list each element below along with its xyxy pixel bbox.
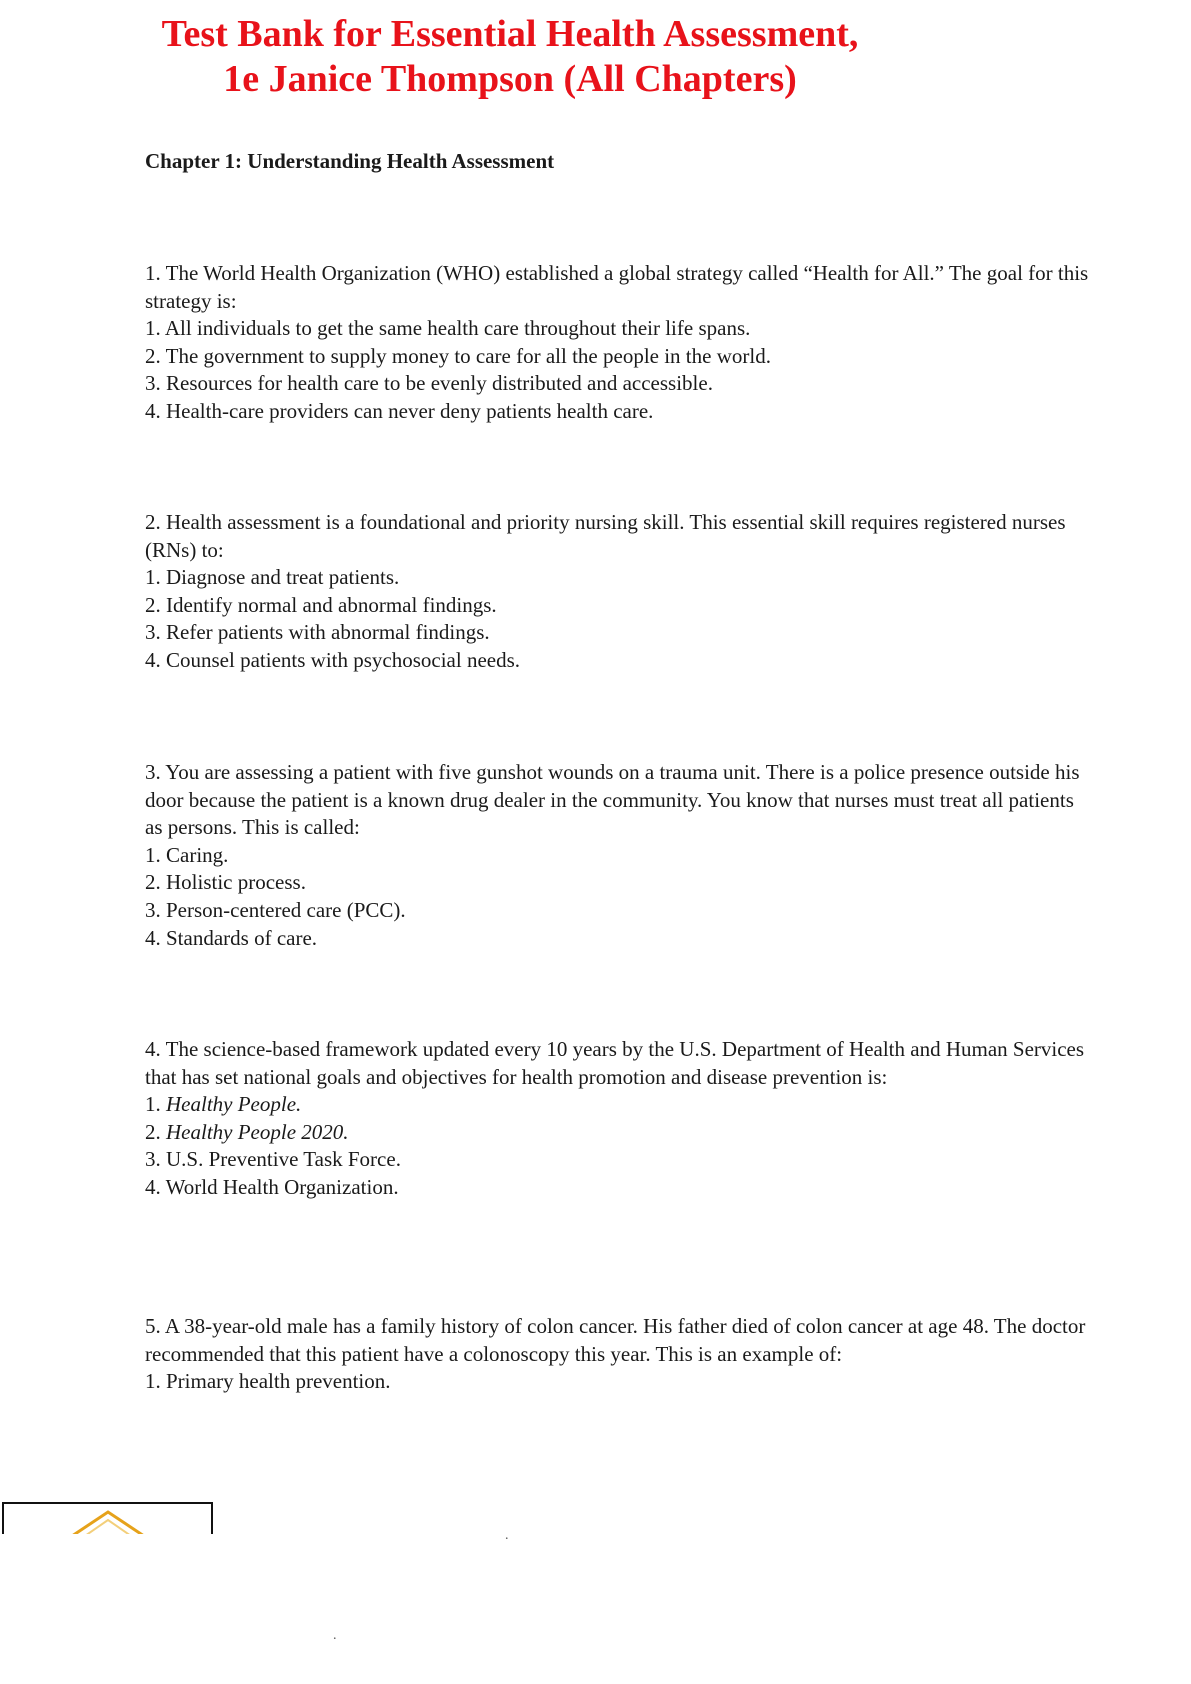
answer-option: 1. Healthy People.: [145, 1092, 302, 1117]
question-5: [145, 1313, 1090, 1396]
answer-option: 2. The government to supply money to care for all the people in the world.: [145, 343, 771, 368]
question-3: [145, 759, 1090, 952]
footer-dot: .: [505, 1528, 509, 1543]
question-1: [145, 260, 1090, 426]
answer-option: 3. U.S. Preventive Task Force.: [145, 1147, 401, 1172]
footer-dot: .: [333, 1628, 337, 1643]
answer-option: 1. Primary health prevention.: [145, 1369, 391, 1394]
question-stem: 2. Health assessment is a foundational and priority nursing skill. This essential skill requires registered nurses (RNs) to:: [145, 510, 1066, 562]
question-2: [145, 509, 1090, 675]
question-stem: 4. The science-based framework updated every 10 years by the U.S. Department of Health and Human Services that has set national goals and objectives for health promotion and disease prevention is:: [145, 1037, 1085, 1089]
answer-option: 3. Resources for health care to be evenly distributed and accessible.: [145, 371, 713, 396]
answer-option: 3. Refer patients with abnormal findings.: [145, 620, 490, 645]
answer-option: 4. Counsel patients with psychosocial needs.: [145, 647, 521, 672]
answer-option: 4. Standards of care.: [145, 925, 318, 950]
answer-option: 3. Person-centered care (PCC).: [145, 897, 406, 922]
logo-box: [2, 1502, 213, 1534]
answer-option: 2. Holistic process.: [145, 870, 306, 895]
answer-option: 2. Identify normal and abnormal findings.: [145, 592, 497, 617]
answer-option: 1. All individuals to get the same health care throughout their life spans.: [145, 316, 751, 341]
answer-option: 1. Diagnose and treat patients.: [145, 565, 400, 590]
question-4: [145, 1036, 1090, 1202]
logo-roof-icon: [64, 1508, 154, 1534]
question-stem: 5. A 38-year-old male has a family history of colon cancer. His father died of colon cancer at age 48. The doctor recommended that this patient have a colonoscopy this year. This is an example of:: [145, 1314, 1086, 1366]
answer-option: 2. Healthy People 2020.: [145, 1119, 349, 1144]
question-stem: 3. You are assessing a patient with five gunshot wounds on a trauma unit. There is a police presence outside his door because the patient is a known drug dealer in the community. You know that nurses must treat all patients as persons. This is called:: [145, 760, 1080, 840]
answer-option: 4. Health-care providers can never deny patients health care.: [145, 398, 654, 423]
answer-option: 1. Caring.: [145, 842, 229, 867]
chapter-heading: Chapter 1: Understanding Health Assessment: [145, 149, 555, 173]
document-title: Test Bank for Essential Health Assessment, 1e Janice Thompson (All Chapters): [161, 13, 859, 100]
question-stem: 1. The World Health Organization (WHO) established a global strategy called “Health for All.” The goal for this strategy is:: [145, 261, 1089, 313]
answer-option: 4. World Health Organization.: [145, 1174, 399, 1199]
